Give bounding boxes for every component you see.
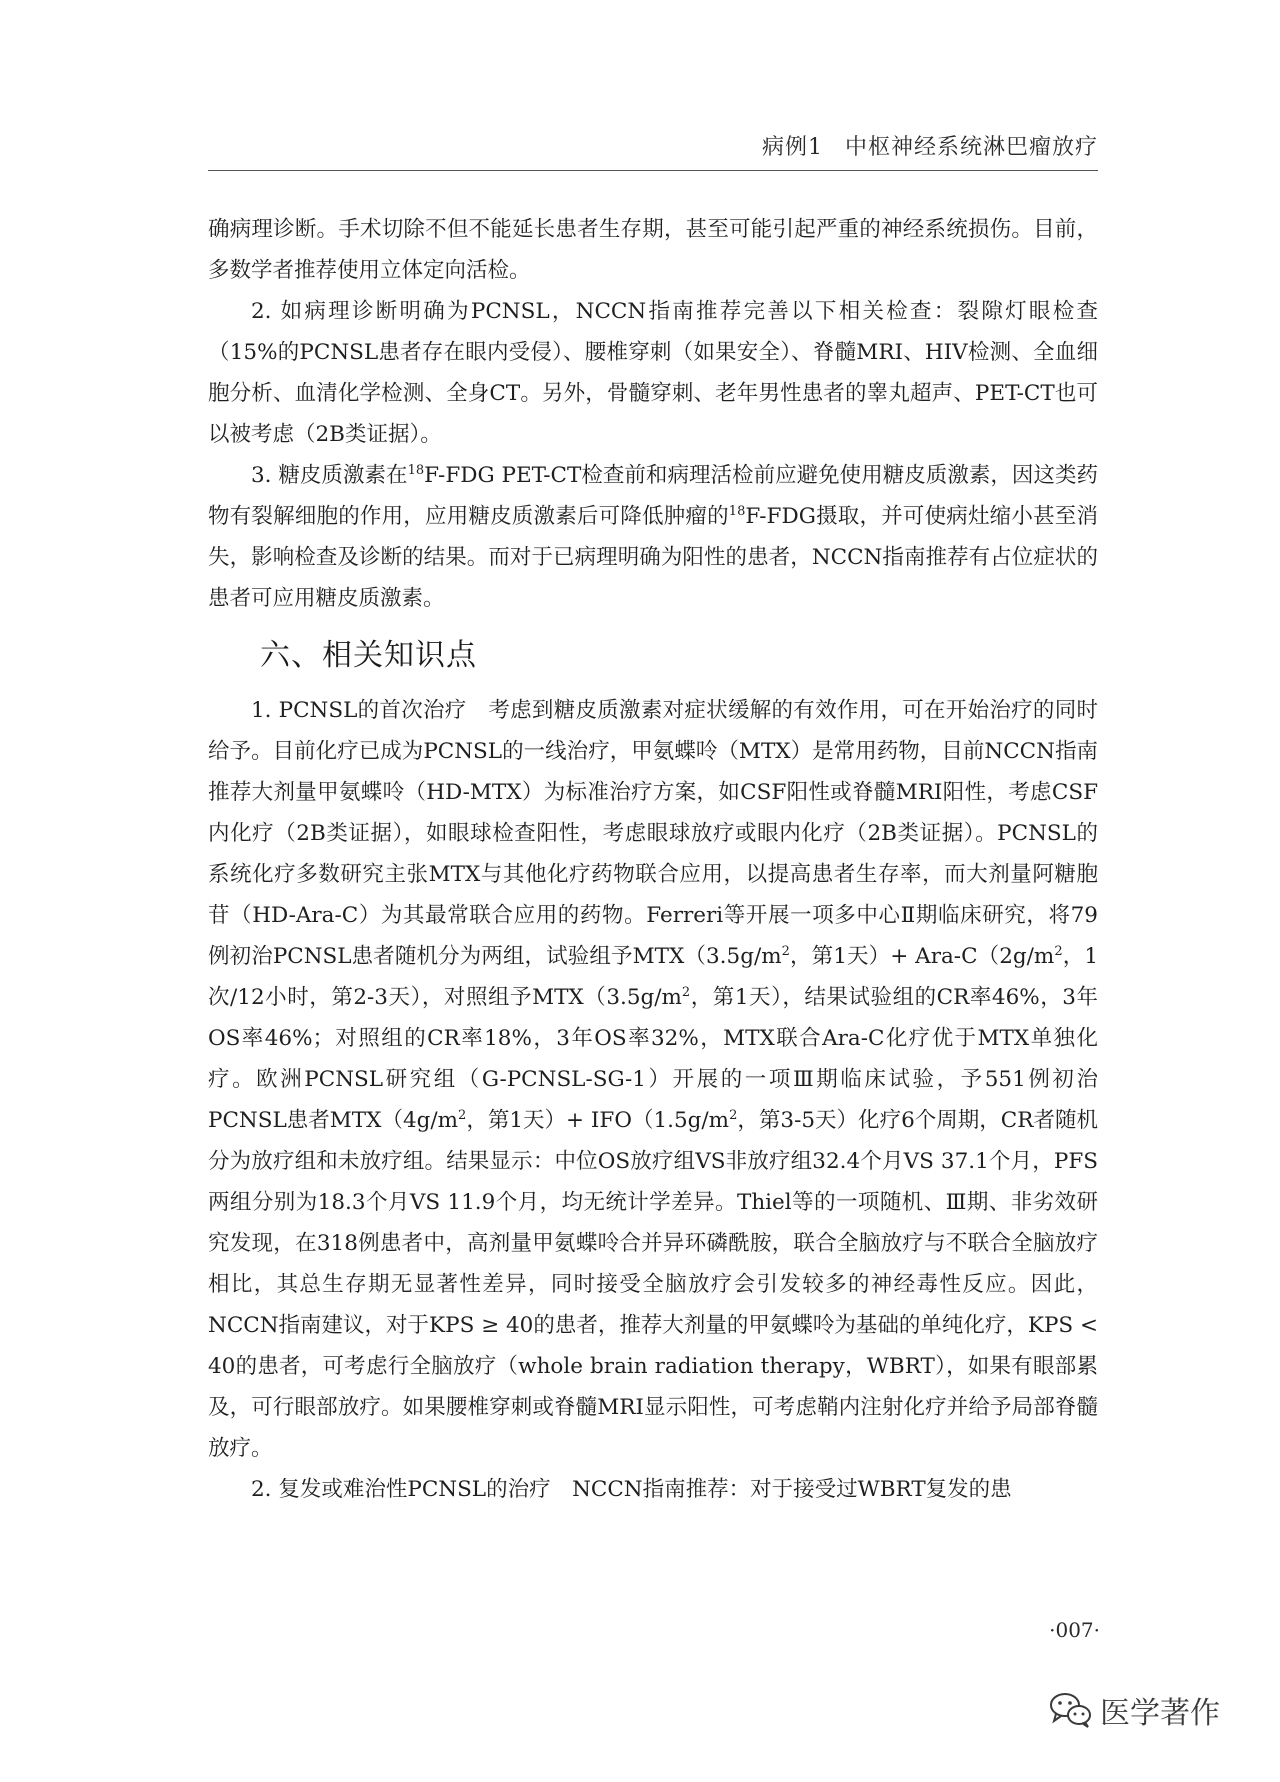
text-segment: 1. PCNSL的首次治疗 考虑到糖皮质激素对症状缓解的有效作用，可在开始治疗的同时给予。目前化疗已成为PCNSL的一线治疗，甲氨蝶呤（MTX）是常用药物，目前NCCN指南推荐大剂量甲氨蝶呤（HD-MTX）为标准治疗方案，如CSF阳性或脊髓MRI阳性，考虑CSF内化疗（2B类证据），如眼球检查阳性，考虑眼球放疗或眼内化疗（2B类证据）。PCNSL的系统化疗多数研究主张MTX与其他化疗药物联合应用，以提高患者生存率，而大剂量阿糖胞苷（HD-Ara-C）为其最常联合应用的药物。Ferreri等开展一项多中心Ⅱ期临床研究，将79例初治PCNSL患者随机分为两组，试验组予MTX（3.5g/m bbox=[208, 698, 1098, 969]
case-label: 病例1 bbox=[761, 135, 823, 160]
page-number: ·007· bbox=[1049, 1618, 1100, 1642]
superscript: 2 bbox=[1054, 943, 1063, 959]
watermark-text: 医学著作 bbox=[1100, 1696, 1220, 1731]
text-segment: F-FDG摄取，并可使病灶缩小甚至消失，影响检查及诊断的结果。而对于已病理明确为阳性的患者，NCCN指南推荐有占位症状的患者可应用糖皮质激素。 bbox=[208, 504, 1098, 611]
chapter-title: 中枢神经系统淋巴瘤放疗 bbox=[844, 135, 1098, 160]
text-segment: ，第1天）+ IFO（1.5g/m bbox=[466, 1108, 730, 1133]
superscript: 2 bbox=[458, 1107, 467, 1123]
superscript: 18 bbox=[407, 462, 425, 478]
paragraph-continuation: 确病理诊断。手术切除不但不能延长患者生存期，甚至可能引起严重的神经系统损伤。目前，多数学者推荐使用立体定向活检。 bbox=[208, 217, 1098, 283]
wechat-icon bbox=[1048, 1690, 1094, 1730]
body-text bbox=[208, 209, 1098, 1510]
running-header bbox=[208, 130, 1098, 161]
text-segment: ，第1天）+ Ara-C（2g/m bbox=[789, 944, 1055, 969]
section-heading: 六、相关知识点 bbox=[260, 638, 477, 673]
superscript: 2 bbox=[681, 984, 691, 1000]
paragraph-relapsed-treatment: 2. 复发或难治性PCNSL的治疗 NCCN指南推荐：对于接受过WBRT复发的患 bbox=[251, 1477, 1012, 1502]
paragraph-exams: 2. 如病理诊断明确为PCNSL，NCCN指南推荐完善以下相关检查：裂隙灯眼检查（15%的PCNSL患者存在眼内受侵）、腰椎穿刺（如果安全）、脊髓MRI、HIV检测、全血细胞分析、血清化学检测、全身CT。另外，骨髓穿刺、老年男性患者的睾丸超声、PET-CT也可以被考虑（2B类证据）。 bbox=[208, 299, 1098, 447]
text-segment: ，1次/12小时，第2-3天），对照组予MTX（3.5g/m bbox=[208, 944, 1098, 1010]
superscript: 18 bbox=[728, 503, 746, 519]
paragraph-first-line-treatment bbox=[208, 690, 1098, 1469]
text-segment: ，第3-5天）化疗6个周期，CR者随机分为放疗组和未放疗组。结果显示：中位OS放疗组VS非放疗组32.4个月VS 37.1个月，PFS两组分别为18.3个月VS 11.9个月，均无统计学差异。Thiel等的一项随机、Ⅲ期、非劣效研究发现，在318例患者中，高剂量甲氨蝶呤合并异环磷酰胺，联合全脑放疗与不联合全脑放疗相比，其总生存期无显著性差异，同时接受全脑放疗会引发较多的神经毒性反应。因此，NCCN指南建议，对于KPS ≥ 40的患者，推荐大剂量的甲氨蝶呤为基础的单纯化疗，KPS < 40的患者，可考虑行全脑放疗（whole brain radiation therapy，WBRT），如果有眼部累及，可行眼部放疗。如果腰椎穿刺或脊髓MRI显示阳性，可考虑鞘内注射化疗并给予局部脊髓放疗。 bbox=[208, 1108, 1098, 1461]
text-segment: 3. 糖皮质激素在 bbox=[251, 463, 408, 488]
paragraph-corticosteroids bbox=[208, 455, 1098, 619]
text-segment: ，第1天），结果试验组的CR率46%，3年OS率46%；对照组的CR率18%，3年OS率32%，MTX联合Ara-C化疗优于MTX单独化疗。欧洲PCNSL研究组（G-PCNSL-SG-1）开展的一项Ⅲ期临床试验，予551例初治PCNSL患者MTX（4g/m bbox=[208, 985, 1098, 1133]
watermark bbox=[1048, 1688, 1220, 1732]
superscript: 2 bbox=[729, 1107, 738, 1123]
header-rule bbox=[208, 170, 1098, 171]
superscript: 2 bbox=[781, 943, 790, 959]
text-segment: F-FDG PET-CT检查前和病理活检前应避免使用糖皮质激素，因这类药物有裂解细胞的作用，应用糖皮质激素后可降低肿瘤的 bbox=[208, 463, 1098, 529]
